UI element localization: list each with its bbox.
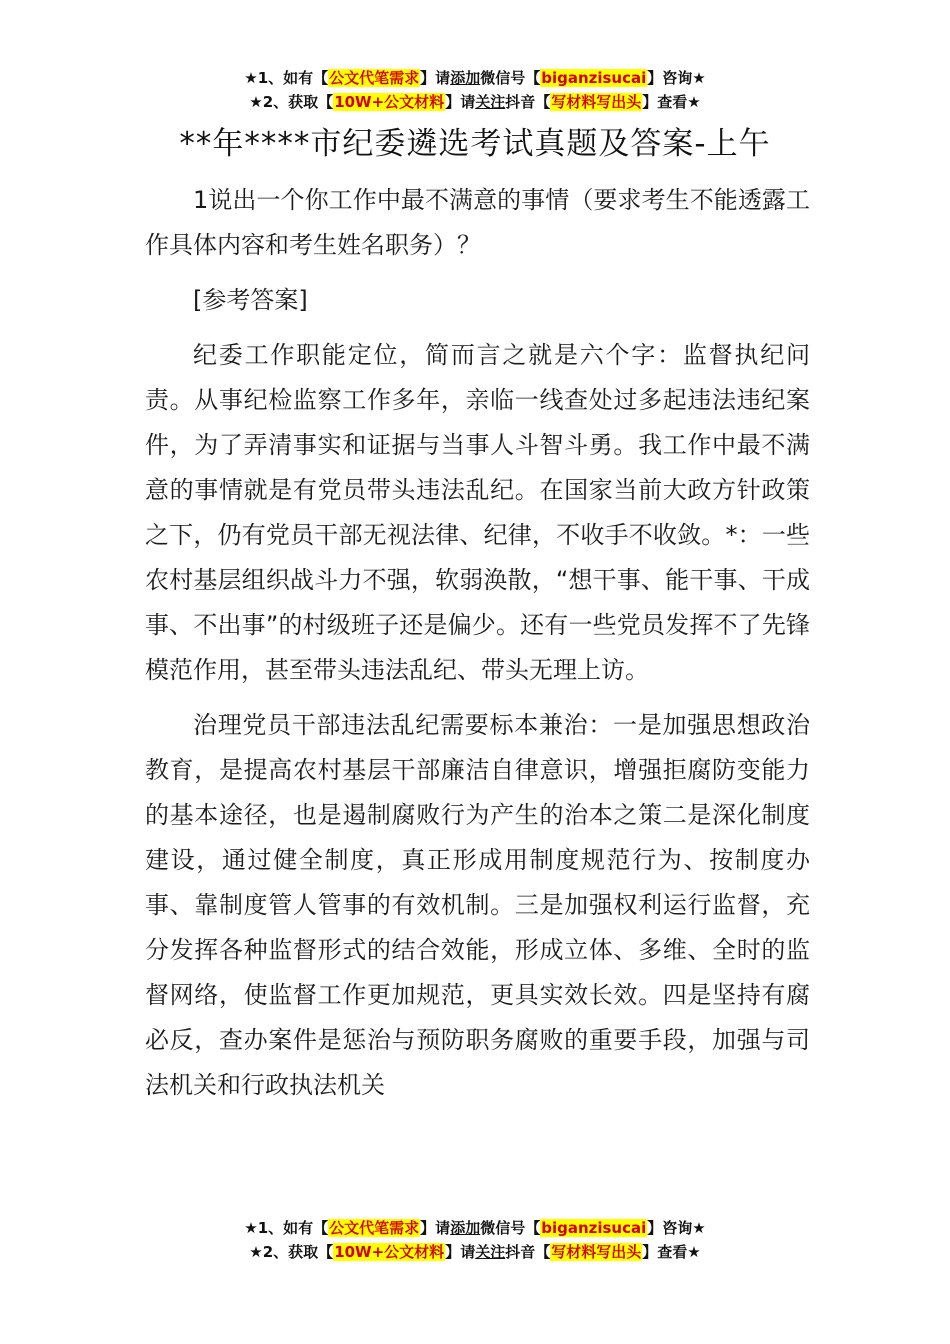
body-paragraph-2: 治理党员干部违法乱纪需要标本兼治：一是加强思想政治教育，是提高农村基层干部廉洁自律意识，增强拒腐防变能力的基本途径，也是遏制腐败行为产生的治本之策二是深化制度建设，通过健全制度，真正形成用制度规范行为、按制度办事、靠制度管人管事的有效机制。三是加强权利运行监督，充分发挥各种监督形式的结合效能，形成立体、多维、全时的监督网络，使监督工作更加规范，更具实效长效。四是坚持有腐必反，查办案件是惩治与预防职务腐败的重要手段，加强与司法机关和行政执法机关 bbox=[145, 711, 810, 1099]
promo-line-1 bbox=[0, 1216, 950, 1240]
promo-text: 】查看★ bbox=[642, 93, 701, 111]
promo-highlight: biganzisucai bbox=[541, 69, 647, 87]
promo-text: ★2、获取【 bbox=[249, 93, 334, 111]
header-promo-banner bbox=[0, 66, 950, 114]
promo-text: ★1、如有【 bbox=[244, 69, 329, 87]
promo-highlight: 10W+公文材料 bbox=[334, 1243, 445, 1261]
promo-underlined: 关注 bbox=[475, 1243, 506, 1261]
promo-text: ★2、获取【 bbox=[249, 1243, 334, 1261]
document-title: **年****市纪委遴选考试真题及答案-上午 bbox=[179, 126, 771, 162]
promo-text: 】请 bbox=[420, 1219, 451, 1237]
promo-underlined: 关注 bbox=[475, 93, 506, 111]
promo-line-1 bbox=[0, 66, 950, 90]
document-body bbox=[145, 178, 810, 1108]
promo-highlight: 10W+公文材料 bbox=[334, 93, 445, 111]
body-paragraph-1: 纪委工作职能定位，简而言之就是六个字：监督执纪问责。从事纪检监察工作多年，亲临一线查处过多起违法违纪案件，为了弄清事实和证据与当事人斗智斗勇。我工作中最不满意的事情就是有党员带头违法乱纪。在国家当前大政方针政策之下，仍有党员干部无视法律、纪律，不收手不收敛。*：一些农村基层组织战斗力不强，软弱涣散，“想干事、能干事、干成事、不出事”的村级班子还是偏少。还有一些党员发挥不了先锋模范作用，甚至带头违法乱纪、带头无理上访。 bbox=[145, 341, 810, 684]
promo-text: ★1、如有【 bbox=[244, 1219, 329, 1237]
promo-line-2 bbox=[0, 90, 950, 114]
promo-text: 】请 bbox=[420, 69, 451, 87]
promo-text: 微信号【 bbox=[480, 69, 541, 87]
promo-text: 微信号【 bbox=[480, 1219, 541, 1237]
footer-promo-banner bbox=[0, 1216, 950, 1264]
promo-text: 】查看★ bbox=[642, 1243, 701, 1261]
promo-text: 抖音【 bbox=[505, 1243, 551, 1261]
promo-line-2 bbox=[0, 1240, 950, 1264]
promo-text: 】咨询★ bbox=[647, 1219, 706, 1237]
promo-text: 抖音【 bbox=[505, 93, 551, 111]
promo-highlight: biganzisucai bbox=[541, 1219, 647, 1237]
promo-text: 】请 bbox=[445, 1243, 476, 1261]
question-paragraph: 1说出一个你工作中最不满意的事情（要求考生不能透露工作具体内容和考生姓名职务）？ bbox=[145, 186, 810, 259]
promo-highlight: 写材料写出头 bbox=[551, 93, 642, 111]
promo-text: 】咨询★ bbox=[647, 69, 706, 87]
promo-highlight: 写材料写出头 bbox=[551, 1243, 642, 1261]
answer-label: [参考答案] bbox=[193, 286, 308, 314]
promo-highlight: 公文代笔需求 bbox=[329, 1219, 420, 1237]
promo-underlined: 添加 bbox=[450, 69, 481, 87]
promo-highlight: 公文代笔需求 bbox=[329, 69, 420, 87]
promo-underlined: 添加 bbox=[450, 1219, 481, 1237]
promo-text: 】请 bbox=[445, 93, 476, 111]
